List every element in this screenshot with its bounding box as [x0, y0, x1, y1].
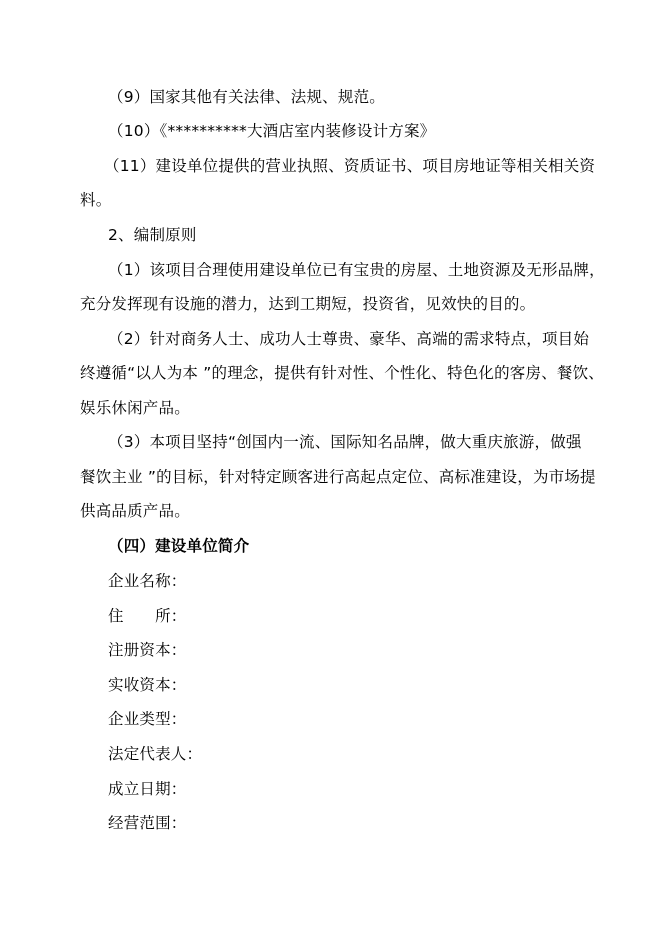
principle-1-line-2: 充分发挥现有设施的潜力，达到工期短，投资省，见效快的目的。: [80, 295, 536, 313]
company-type-label: 企业类型：: [108, 710, 187, 728]
reference-item-9: （9）国家其他有关法律、法规、规范。: [108, 88, 385, 106]
paid-capital-label: 实收资本：: [108, 676, 187, 694]
established-date-label: 成立日期：: [108, 780, 187, 798]
legal-representative-label: 法定代表人：: [108, 745, 203, 763]
business-scope-label: 经营范围：: [108, 814, 187, 832]
company-address-label: 住 所：: [108, 607, 187, 625]
principle-3-line-1: （3）本项目坚持“创国内一流、国际知名品牌，做大重庆旅游，做强: [108, 433, 582, 451]
company-name-label: 企业名称：: [108, 572, 187, 590]
principles-heading: 2、编制原则: [108, 226, 197, 244]
principle-2-line-3: 娱乐休闲产品。: [80, 399, 190, 417]
reference-item-11-line-1: （11）建设单位提供的营业执照、资质证书、项目房地证等相关相关资: [104, 157, 596, 175]
registered-capital-label: 注册资本：: [108, 641, 187, 659]
principle-2-line-1: （2）针对商务人士、成功人士尊贵、豪华、高端的需求特点，项目始: [108, 330, 590, 348]
reference-item-11-line-2: 料。: [80, 191, 112, 209]
principle-3-line-2: 餐饮主业 ”的目标，针对特定顾客进行高起点定位、高标准建设，为市场提: [80, 468, 596, 486]
principle-2-line-2: 终遵循“以人为本 ”的理念，提供有针对性、个性化、特色化的客房、餐饮、: [80, 364, 604, 382]
reference-item-10: （10）《**********大酒店室内装修设计方案》: [108, 122, 436, 140]
company-section-heading: （四）建设单位简介: [108, 537, 250, 555]
principle-1-line-1: （1）该项目合理使用建设单位已有宝贵的房屋、土地资源及无形品牌，: [108, 261, 605, 279]
principle-3-line-3: 供高品质产品。: [80, 502, 190, 520]
